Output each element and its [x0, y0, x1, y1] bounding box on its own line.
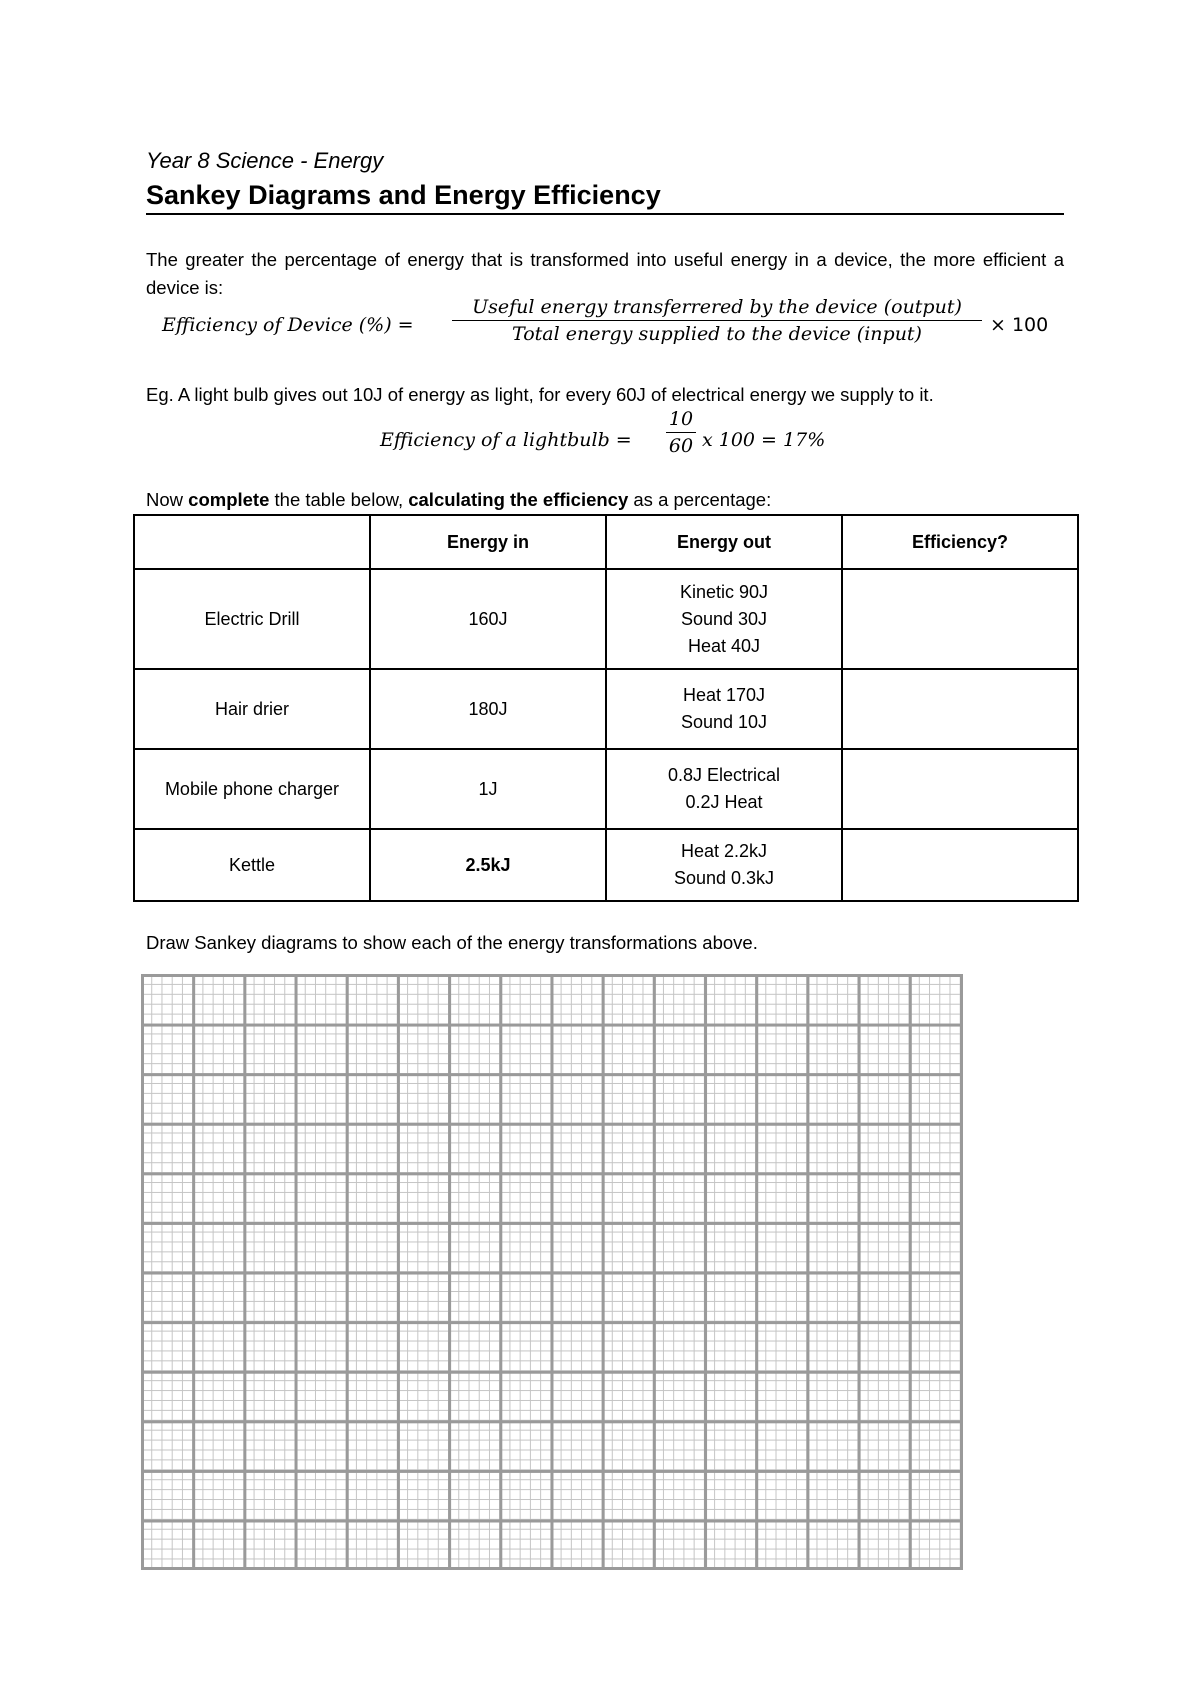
efficiency-answer-cell[interactable] — [842, 669, 1078, 749]
table-row — [134, 829, 1078, 901]
energy-out-line: Heat 170J — [682, 685, 766, 705]
energy-out-line: Heat 2.2kJ — [680, 841, 768, 861]
energy-in-cell: 2.5kJ — [370, 829, 606, 901]
formula-lhs: Efficiency of Device (%) = — [162, 314, 414, 336]
formula-denominator: Total energy supplied to the device (input) — [512, 323, 922, 345]
energy-in-cell: 180J — [370, 669, 606, 749]
efficiency-answer-cell[interactable] — [842, 569, 1078, 669]
efficiency-table — [133, 514, 1079, 902]
header-cell-efficiency: Efficiency? — [842, 515, 1078, 569]
draw-instruction: Draw Sankey diagrams to show each of the energy transformations above. — [146, 932, 758, 953]
instruction-text: Now — [146, 489, 189, 510]
worksheet-title: Sankey Diagrams and Energy Efficiency — [146, 180, 661, 210]
energy-out-line: Sound 0.3kJ — [673, 868, 775, 888]
example-fraction — [666, 408, 696, 457]
energy-out-line: 0.2J Heat — [685, 792, 763, 812]
instruction-text: as a percentage: — [628, 489, 772, 510]
example-text: Eg. A light bulb gives out 10J of energy as light, for every 60J of electrical energy we supply to it. — [146, 384, 934, 405]
energy-out-line: 0.8J Electrical — [667, 765, 781, 785]
graph-paper-grid[interactable] — [141, 974, 963, 1570]
energy-out-line: Kinetic 90J — [679, 581, 769, 602]
efficiency-formula — [162, 296, 1062, 356]
energy-in-cell: 160J — [370, 569, 606, 669]
energy-out-cell — [606, 749, 842, 829]
header-cell-device — [134, 515, 370, 569]
title-underline — [146, 213, 1064, 215]
table-row — [134, 569, 1078, 669]
worksheet-subtitle: Year 8 Science - Energy — [146, 148, 384, 173]
energy-out-cell — [606, 569, 842, 669]
instruction-bold: complete — [188, 489, 270, 510]
energy-out-cell — [606, 669, 842, 749]
device-cell: Hair drier — [134, 669, 370, 749]
header-cell-energy-in: Energy in — [370, 515, 606, 569]
energy-in-cell: 1J — [370, 749, 606, 829]
example-formula — [380, 408, 880, 468]
energy-out-line: Sound 30J — [680, 608, 768, 629]
formula-fraction — [452, 296, 982, 345]
instruction-bold: calculating the efficiency — [408, 489, 629, 510]
table-instruction — [146, 489, 771, 511]
energy-out-cell — [606, 829, 842, 901]
intro-paragraph: The greater the percentage of energy that is transformed into useful energy in a device, the more efficient a device is: — [146, 249, 1064, 298]
header-cell-energy-out: Energy out — [606, 515, 842, 569]
table-header-row — [134, 515, 1078, 569]
energy-out-line: Sound 10J — [680, 712, 768, 732]
formula-multiplier: × 100 — [990, 314, 1049, 336]
device-cell: Mobile phone charger — [134, 749, 370, 829]
table-row — [134, 669, 1078, 749]
example-formula-rhs: x 100 = 17% — [702, 429, 826, 451]
example-denominator: 60 — [668, 435, 694, 457]
device-cell: Electric Drill — [134, 569, 370, 669]
example-numerator: 10 — [668, 408, 694, 430]
efficiency-answer-cell[interactable] — [842, 749, 1078, 829]
table-row — [134, 749, 1078, 829]
energy-out-line: Heat 40J — [687, 635, 761, 656]
example-formula-lhs: Efficiency of a lightbulb = — [380, 429, 632, 451]
efficiency-answer-cell[interactable] — [842, 829, 1078, 901]
device-cell: Kettle — [134, 829, 370, 901]
formula-numerator: Useful energy transferrered by the device (output) — [472, 296, 962, 318]
instruction-text: the table below, — [269, 489, 409, 510]
